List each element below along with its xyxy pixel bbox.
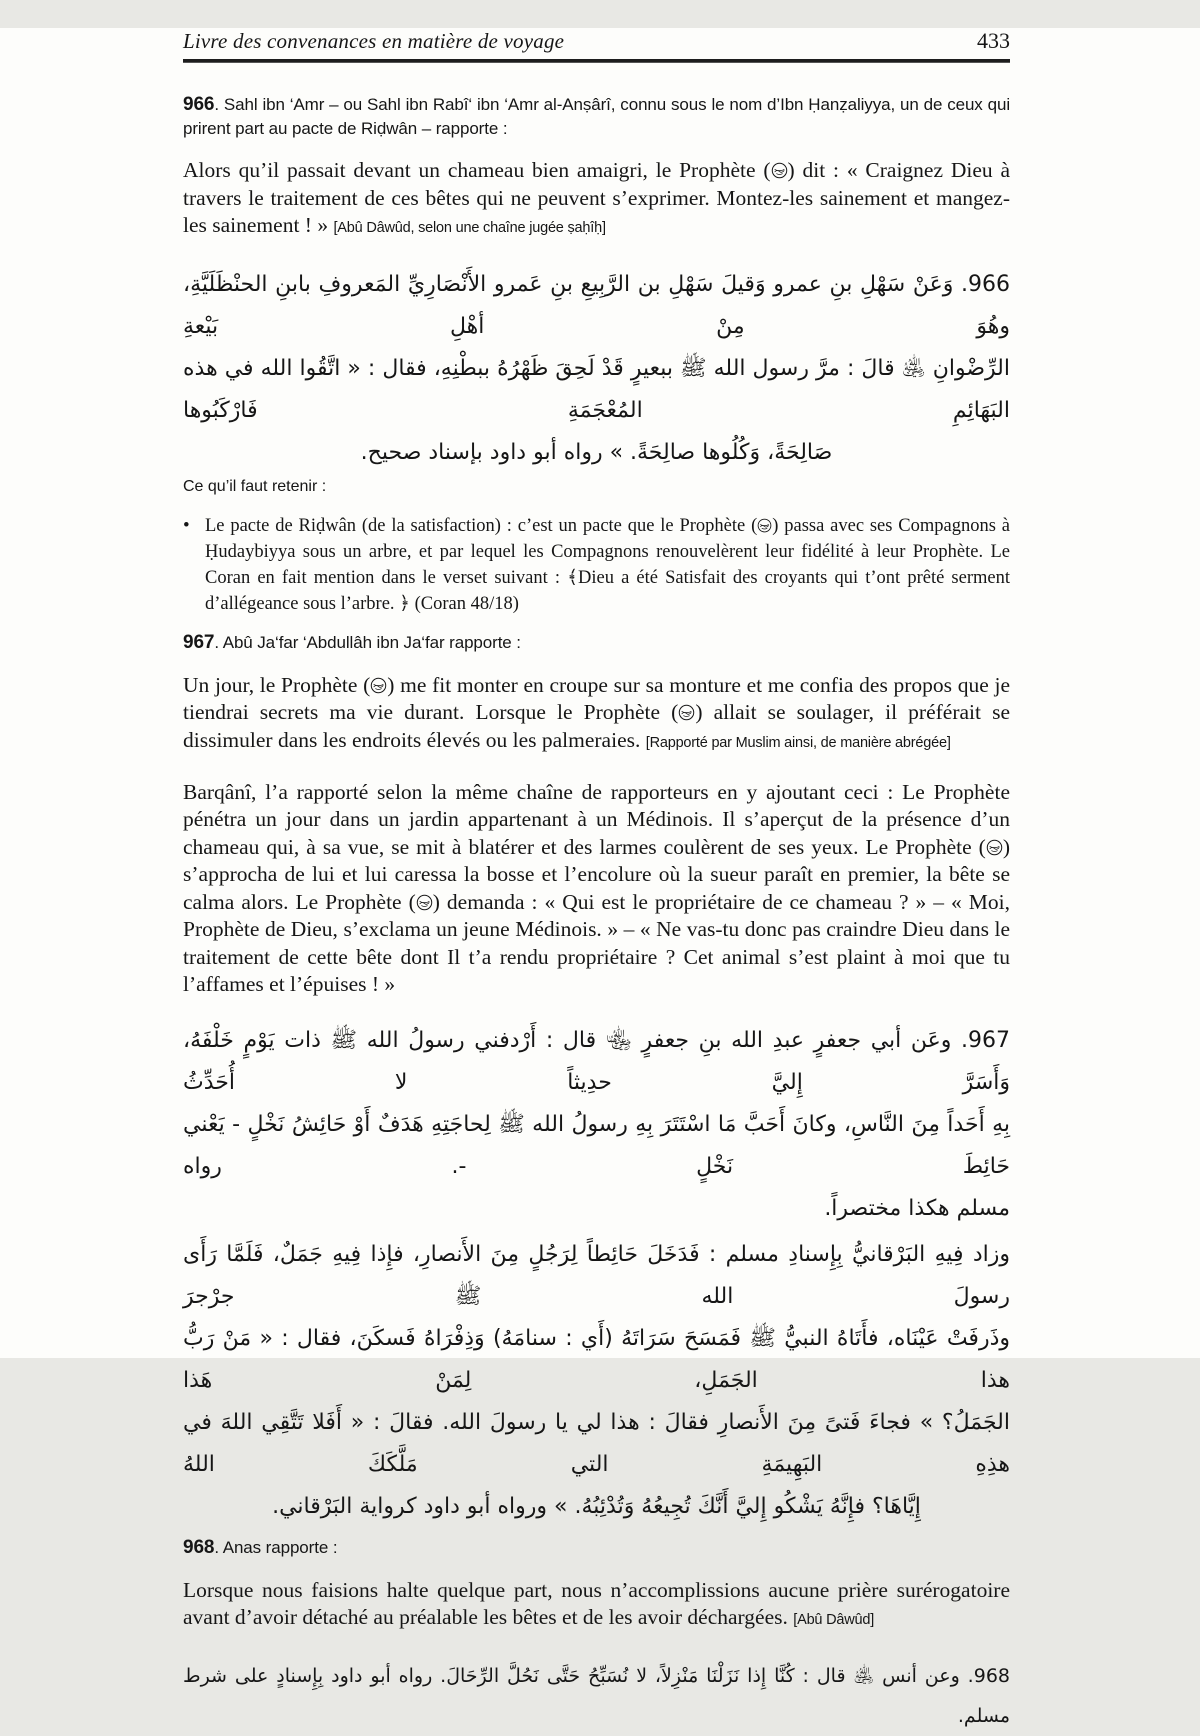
source-citation: [Abû Dâwûd] [793, 1612, 875, 1628]
pbuh-seal-icon [416, 894, 433, 911]
hadith-968 [183, 1536, 1010, 1736]
running-title: Livre des convenances en matière de voyage [183, 29, 565, 53]
hadith-967-heading [183, 631, 1010, 655]
hadith-966 [183, 93, 1010, 617]
pbuh-seal-icon [986, 839, 1003, 856]
retenir-heading: Ce qu’il faut retenir : [183, 478, 327, 495]
text-segment: ) passa avec ses Compagnons à Ḥudaybiyya sous un arbre, et par lequel les Compagnons renouvelèrent leur fidélité à leur Prophète. Le Coran en fait mention dans le verset suivant : ﴾Dieu a été Satisfait des croyants qui t’ont prêté serment d’allégeance sous l’arbre. ﴿ (Coran 48/18) [205, 516, 1010, 614]
pbuh-seal-icon [678, 704, 695, 721]
arabic-line: مسلم هكذا مختصراً. [824, 1196, 1010, 1221]
source-citation: [Rapporté par Muslim ainsi, de manière abrégée] [645, 734, 951, 751]
hadith-967-translation [183, 672, 1010, 758]
narrator-intro: . Anas rapporte : [214, 1538, 338, 1557]
hadith-967 [183, 631, 1010, 1528]
arabic-line: بِهِ أَحَداً مِنَ النَّاسِ، وكانَ أَحَبَّ مَا اسْتَتَرَ بِهِ رسولُ الله ﷺ لِحاجَتِهِ هَدَفٌ أَوْ حَائِشُ نَخْلٍ - يَعْني حَائِطَ نَخْلٍ -. رواه [183, 1112, 1010, 1179]
hadith-number: 968 [183, 1537, 215, 1558]
text-segment: Le pacte de Riḍwân (de la satisfaction) : c’est un pacte que le Prophète ( [205, 516, 758, 536]
arabic-line: الجَمَلُ؟ » فجاءَ فَتىً مِنَ الأَنصارِ فقالَ : هذا لي يا رسولَ الله. فقالَ : « أَفَلا تَتَّقِي اللهَ في هذِهِ البَهِيمَةِ التي مَلَّكَكَ اللهُ [183, 1410, 1010, 1477]
text-segment: ) me fit monter en croupe sur sa monture et me confia des propos que je tiendrai secrets ma vie durant. Lorsque le Prophète ( [183, 672, 1010, 724]
barqani-addition-translation [183, 779, 1010, 999]
source-citation: [Abû Dâwûd, selon une chaîne jugée ṣaḥîḥ] [333, 220, 606, 236]
text-segment: ) s’approcha de lui et lui caressa la bosse et l’encolure où la sueur paraît en premier, la bête se calma alors. Le Prophète ( [183, 834, 1010, 914]
text-segment: Lorsque nous faisions halte quelque part, nous n’accomplissions aucune prière surérogatoire avant d’avoir détaché au préalable les bêtes et de les avoir déchargées. [183, 1577, 1010, 1629]
hadith-number: 967 [183, 632, 215, 653]
hadith-968-arabic [183, 1656, 1010, 1736]
book-page [0, 28, 1200, 1727]
text-segment: ) demanda : « Qui est le propriétaire de ce chameau ? » – « Moi, Prophète de Dieu, s’exclama un jeune Médinois. » – « Ne vas-tu donc pas craindre Dieu dans le traitement de cette bête dont Il t’a rendu propriétaire ? Cet animal s’est plaint à moi que tu l’affames et l’épuises ! » [183, 889, 1010, 996]
arabic-line: وذَرفَتْ عَيْنَاه، فأَتَاهُ النبيُّ ﷺ فَمَسَحَ سَرَاتَهُ (أَي : سنامَهُ) وَذِفْرَاهُ فَسكَنَ، فقال : « مَنْ رَبُّ هذا الجَمَلِ، لِمَنْ هَذا [183, 1326, 1010, 1393]
hadith-966-arabic [183, 264, 1010, 474]
hadith-968-translation [183, 1577, 1010, 1635]
arabic-line: إِيَّاهَا؟ فإِنَّهُ يَشْكُو إِليَّ أَنَّكَ تُجِيعُهُ وَتُدْئِبُهُ. » ورواه أبو داود كرواية البَرْقاني. [272, 1494, 921, 1519]
barqani-addition-arabic [183, 1234, 1010, 1528]
bullet-marker: • [183, 515, 190, 536]
arabic-line: الرِّضْوانِ ﵁ قالَ : مرَّ رسول الله ﷺ ببعيرٍ قَدْ لَحِقَ ظَهْرُهُ ببطْنِهِ، فقال : « اتَّقُوا الله في هذه البَهَائِمِ المُعْجَمَةِ فَارْكَبُوها [183, 356, 1010, 423]
pbuh-seal-icon [370, 677, 387, 694]
arabic-line: 967. وعَن أبي جعفرٍ عبدِ الله بنِ جعفرٍ ﵄ قال : أَرْدفني رسولُ الله ﷺ ذات يَوْمٍ خَلْفَهُ، وَأَسَرَّ إِليَّ حدِيثاً لا أُحَدِّثُ [183, 1028, 1010, 1095]
text-segment: Un jour, le Prophète ( [183, 672, 371, 697]
text-segment: Barqânî, l’a rapporté selon la même chaîne de rapporteurs en y ajoutant ceci : Le Prophète pénétra un jour dans un jardin appartenant à un Médinois. Il s’aperçut de la présence d’un chameau qui, à sa vue, se mit à blatérer et des larmes coulèrent de ses yeux. Le Prophète ( [183, 779, 1010, 859]
arabic-line: صَالِحَةً، وَكُلُوها صالِحَةً. » رواه أبو داود بإسناد صحيح. [360, 440, 833, 465]
hadith-967-arabic [183, 1020, 1010, 1230]
header-rule [183, 59, 1010, 63]
arabic-line: 968. وعن أنس ﵁ قال : كُنَّا إِذا نَزَلْنَا مَنْزِلاً، لا نُسَبِّحُ حَتَّى نَحُلَّ الرِّحَالَ. رواه أبو داود بِإِسنادٍ على شرط مسلم. [183, 1665, 1010, 1727]
text-segment: ) dit : « Craignez Dieu à travers le traitement de ces bêtes qui ne peuvent s’exprimer. Montez-les sainement et mangez-les sainement ! » [183, 158, 1010, 237]
page-number: 433 [977, 28, 1010, 53]
hadith-966-heading [183, 93, 1010, 140]
hadith-966-translation [183, 157, 1010, 243]
arabic-line: 966. وَعَنْ سَهْلِ بنِ عمرو وَقيلَ سَهْلِ بن الرَّبِيعِ بنِ عَمرو الأَنْصَارِيِّ المَعروفِ بابنِ الحنْظَلَيَّةِ، وهُوَ مِنْ أهْلِ بَيْعةِ [183, 272, 1010, 339]
arabic-line: وزاد فِيهِ البَرْقانيُّ بِإِسنادِ مسلم : فَدَخَلَ حَائِطاً لِرَجُلٍ مِنَ الأَنصارِ، فإِذا فِيهِ جَمَلٌ، فَلَمَّا رَأَى رسولَ الله ﷺ جرْجرَ [183, 1242, 1010, 1309]
retenir-bullet [183, 513, 1010, 617]
narrator-intro: . Sahl ibn ‘Amr – ou Sahl ibn Rabî‘ ibn ‘Amr al-Anṣârî, connu sous le nom d’Ibn Ḥanẓaliyya, un de ceux qui prirent part au pacte de Riḍwân – rapporte : [183, 95, 1010, 138]
narrator-intro: . Abû Ja‘far ‘Abdullâh ibn Ja‘far rapporte : [214, 633, 521, 652]
pbuh-seal-icon [757, 518, 772, 533]
retenir-text [205, 513, 1010, 617]
pbuh-seal-icon [771, 162, 788, 179]
hadith-number: 966 [183, 94, 215, 115]
text-segment: ) allait se soulager, il préférait se dissimuler dans les endroits élevés ou les palmeraies. [183, 700, 1010, 752]
text-segment: Alors qu’il passait devant un chameau bien amaigri, le Prophète ( [183, 158, 771, 182]
page-header [183, 28, 1010, 54]
hadith-968-heading [183, 1536, 1010, 1560]
